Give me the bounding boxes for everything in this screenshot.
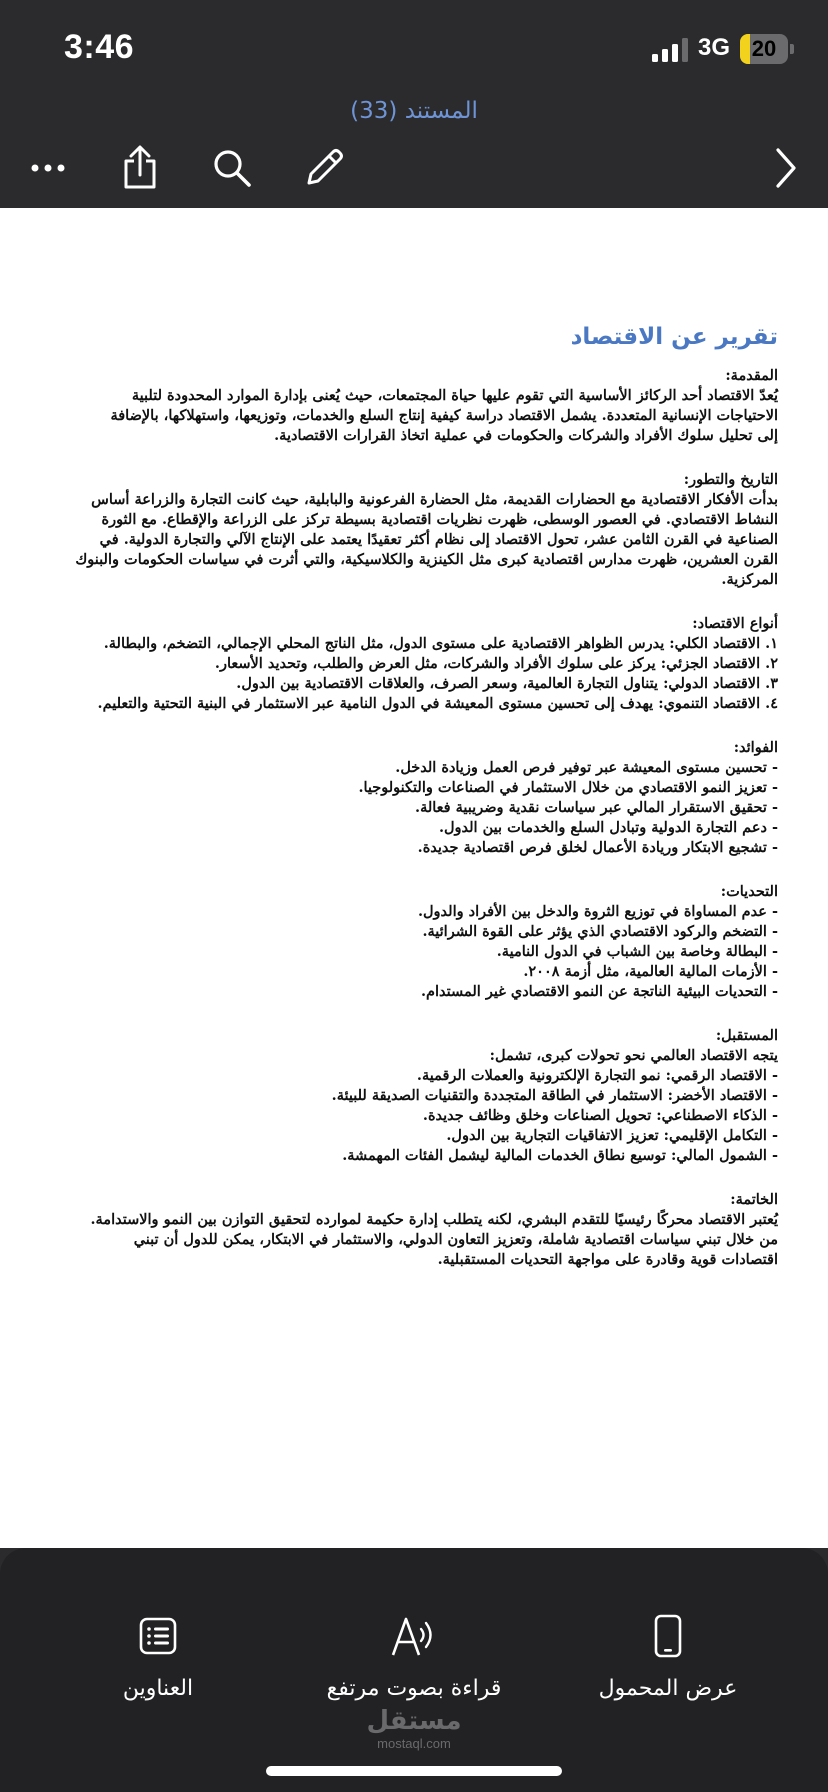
list-item: - تعزيز النمو الاقتصادي من خلال الاستثمار في الصناعات والتكنولوجيا. <box>358 779 778 796</box>
watermark-logo: مستقل <box>366 1706 462 1736</box>
headings-label: العناوين <box>122 1676 194 1701</box>
section-heading: التاريخ والتطور: <box>683 471 778 488</box>
section-intro <box>46 366 778 446</box>
paragraph-line: يُعتبر الاقتصاد محركًا رئيسيًا للتقدم البشري، لكنه يتطلب إدارة حكيمة لموارده لتحقيق التوازن بين النمو والاستدامة. <box>90 1211 778 1228</box>
list-item: ١. الاقتصاد الكلي: يدرس الظواهر الاقتصادية على مستوى الدول، مثل الناتج المحلي الإجمالي، التضخم، والبطالة. <box>103 635 778 652</box>
battery-nub <box>790 44 794 54</box>
document-page[interactable] <box>0 208 828 1548</box>
list-item: ٣. الاقتصاد الدولي: يتناول التجارة العالمية، وسعر الصرف، والعلاقات الاقتصادية بين الدول. <box>236 675 778 692</box>
list-item: - الشمول المالي: توسيع نطاق الخدمات المالية ليشمل الفئات المهمشة. <box>342 1147 778 1164</box>
status-time: 3:46 <box>64 28 135 66</box>
pencil-icon <box>303 147 345 189</box>
list-item: - تحسين مستوى المعيشة عبر توفير فرص العمل وزيادة الدخل. <box>395 759 778 776</box>
section-history <box>46 470 778 590</box>
section-heading: المستقبل: <box>715 1027 778 1044</box>
list-item: ٤. الاقتصاد التنموي: يهدف إلى تحسين مستوى المعيشة في الدول النامية عبر الاستثمار في البنية التحتية والتعليم. <box>97 695 778 712</box>
read-aloud-label: قراءة بصوت مرتفع <box>326 1676 502 1701</box>
more-button[interactable] <box>20 140 76 196</box>
search-icon <box>212 148 252 188</box>
document-content <box>46 324 778 1294</box>
bottom-action-bar <box>0 1548 828 1792</box>
paragraph-line: إلى تحليل سلوك الأفراد والشركات والحكومات في عملية اتخاذ القرارات الاقتصادية. <box>274 427 778 444</box>
paragraph-line: من خلال تبني سياسات اقتصادية شاملة، وتعزيز التعاون الدولي، والاستثمار في الابتكار، يمكن للدول أن تبني <box>133 1231 778 1248</box>
list-item: - الاقتصاد الرقمي: نمو التجارة الإلكترونية والعملات الرقمية. <box>416 1067 778 1084</box>
cellular-signal-icon <box>652 38 692 62</box>
status-bar <box>0 0 828 96</box>
section-intro-line: يتجه الاقتصاد العالمي نحو تحولات كبرى، تشمل: <box>489 1047 778 1064</box>
mobile-view-label: عرض المحمول <box>598 1676 738 1701</box>
paragraph-line: النشاط الاقتصادي. في العصور الوسطى، ظهرت نظريات اقتصادية بسيطة تركز على الزراعة والإقطاع. مع الثورة <box>101 511 778 528</box>
search-button[interactable] <box>204 140 260 196</box>
section-future <box>46 1026 778 1166</box>
chevron-right-icon <box>774 147 798 189</box>
section-heading: التحديات: <box>720 883 778 900</box>
edit-button[interactable] <box>296 140 352 196</box>
mobile-view-button[interactable] <box>558 1612 778 1704</box>
network-type: 3G <box>698 34 731 61</box>
list-item: - التكامل الإقليمي: تعزيز الاتفاقيات التجارية بين الدول. <box>446 1127 778 1144</box>
more-icon <box>30 162 66 174</box>
list-item: - البطالة وخاصة بين الشباب في الدول النامية. <box>496 943 778 960</box>
share-icon <box>120 145 160 191</box>
list-item: - دعم التجارة الدولية وتبادل السلع والخدمات بين الدول. <box>438 819 778 836</box>
section-heading: الفوائد: <box>733 739 778 756</box>
battery-icon <box>740 34 788 64</box>
section-types <box>46 614 778 714</box>
watermark-url: mostaql.com <box>377 1736 451 1751</box>
section-challenges <box>46 882 778 1002</box>
paragraph-line: يُعدّ الاقتصاد أحد الركائز الأساسية التي تقوم عليها حياة المجتمعات، حيث يُعنى بإدارة الموارد المحدودة لتلبية <box>131 387 778 404</box>
section-heading: أنواع الاقتصاد: <box>692 615 778 632</box>
paragraph-line: القرن العشرين، ظهرت مدارس اقتصادية كبرى مثل الكينزية والكلاسيكية، والتي أثرت في سياسات الحكومات والبنوك <box>75 551 778 568</box>
list-item: - عدم المساواة في توزيع الثروة والدخل بين الأفراد والدول. <box>417 903 778 920</box>
section-heading: الخاتمة: <box>730 1191 778 1208</box>
battery-percentage: 20 <box>751 36 777 61</box>
list-icon <box>48 1612 268 1660</box>
paragraph-line: الاحتياجات الإنسانية المتعددة. يشمل الاقتصاد دراسة كيفية إنتاج السلع والخدمات، وتوزيعها، واستهلاكها، بالإضافة <box>110 407 778 424</box>
share-button[interactable] <box>112 140 168 196</box>
home-indicator[interactable] <box>266 1766 562 1776</box>
list-item: - الاقتصاد الأخضر: الاستثمار في الطاقة المتجددة والتقنيات الصديقة للبيئة. <box>331 1087 778 1104</box>
toolbar <box>0 140 828 210</box>
read-aloud-button[interactable] <box>304 1612 524 1704</box>
section-conclusion <box>46 1190 778 1270</box>
paragraph-line: بدأت الأفكار الاقتصادية مع الحضارات القديمة، مثل الحضارة الفرعونية والبابلية، حيث كانت التجارة والزراعة أساس <box>91 491 778 508</box>
watermark <box>0 1706 828 1751</box>
next-button[interactable] <box>758 140 814 196</box>
document-title: المستند (33) <box>350 98 478 124</box>
section-benefits <box>46 738 778 858</box>
list-item: - التحديات البيئية الناتجة عن النمو الاقتصادي غير المستدام. <box>421 983 778 1000</box>
list-item: - التضخم والركود الاقتصادي الذي يؤثر على القوة الشرائية. <box>422 923 778 940</box>
headings-button[interactable] <box>48 1612 268 1704</box>
list-item: ٢. الاقتصاد الجزئي: يركز على سلوك الأفراد والشركات، مثل العرض والطلب، وتحديد الأسعار. <box>214 655 778 672</box>
paragraph-line: الصناعية في القرن الثامن عشر، تحول الاقتصاد إلى نظام أكثر تعقيدًا يعتمد على الإنتاج الآلي والتجارة الدولية. في <box>99 531 778 548</box>
list-item: - الذكاء الاصطناعي: تحويل الصناعات وخلق وظائف جديدة. <box>422 1107 778 1124</box>
mobile-phone-icon <box>558 1612 778 1660</box>
paragraph-line: اقتصادات قوية وقادرة على مواجهة التحديات المستقبلية. <box>437 1251 778 1268</box>
section-heading: المقدمة: <box>725 367 778 384</box>
list-item: - تحقيق الاستقرار المالي عبر سياسات نقدية وضريبية فعالة. <box>415 799 778 816</box>
paragraph-line: المركزية. <box>721 571 778 588</box>
report-title: تقرير عن الاقتصاد <box>570 324 778 350</box>
list-item: - الأزمات المالية العالمية، مثل أزمة ٢٠٠٨. <box>523 963 778 980</box>
list-item: - تشجيع الابتكار وريادة الأعمال لخلق فرص اقتصادية جديدة. <box>417 839 778 856</box>
read-aloud-icon <box>304 1612 524 1660</box>
